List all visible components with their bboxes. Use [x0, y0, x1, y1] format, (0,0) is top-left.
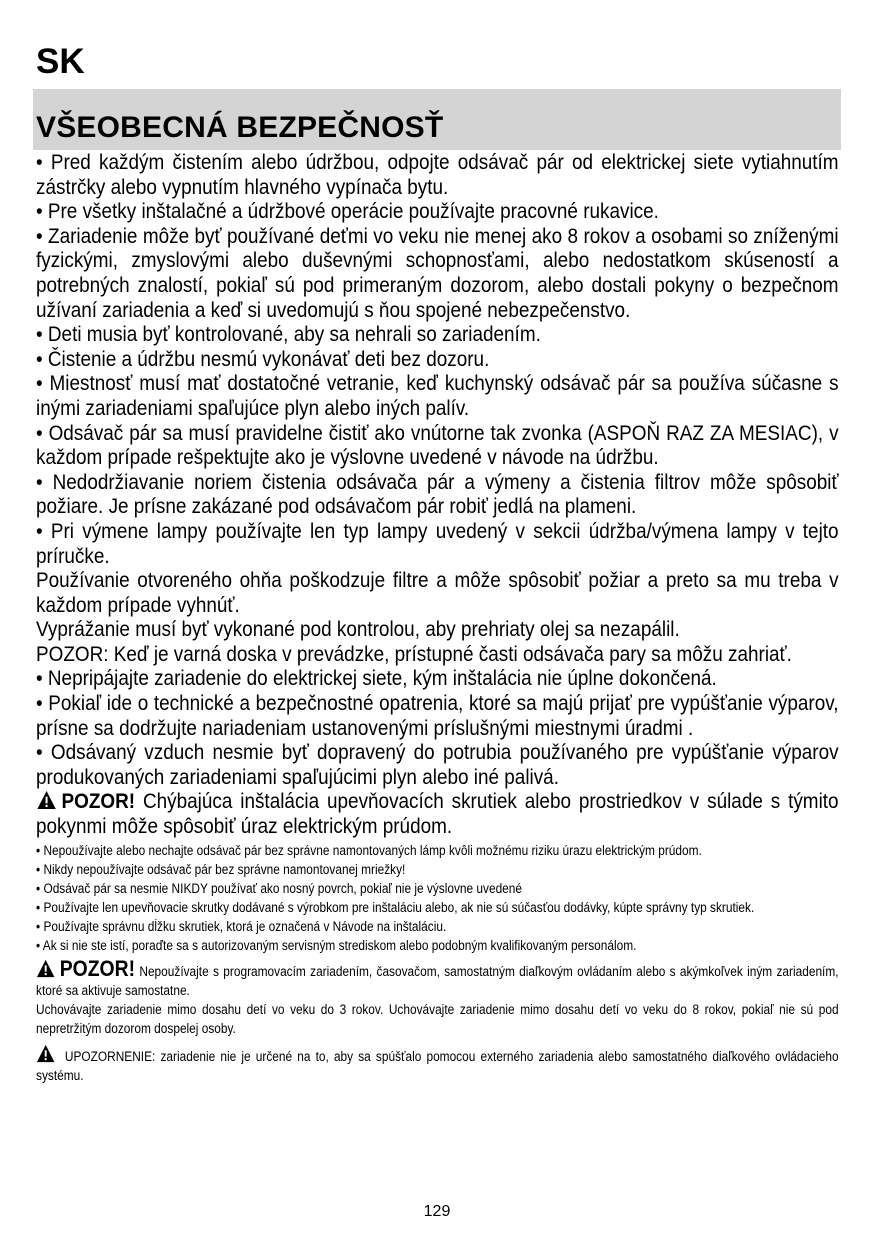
notice-text: UPOZORNENIE: zariadenie nie je určené na to, aby sa spúšťalo pomocou externého zariadenia alebo samostatného diaľkového ovládacieho systému.: [36, 1048, 839, 1083]
paragraph-children-supervision: • Deti musia byť kontrolované, aby sa nehrali so zariadením.: [36, 322, 541, 347]
paragraph-open-flame: Používanie otvoreného ohňa poškodzuje filtre a môže spôsobiť požiar a preto sa mu treba v každom prípade vyhnúť.: [36, 568, 839, 617]
notice-external-device: [36, 1044, 839, 1085]
small-paragraph-screw-length: • Používajte správnu dĺžku skrutiek, ktorá je označená v Návode na inštaláciu.: [36, 918, 447, 934]
warning-text: Chýbajúca inštalácia upevňovacích skrutiek alebo prostriedkov v súlade s týmito pokynmi môže spôsobiť úraz elektrickým prúdom.: [36, 789, 839, 839]
warning-triangle-icon: [36, 1044, 55, 1063]
paragraph-connection: • Nepripájajte zariadenie do elektrickej siete, kým inštalácia nie úplne dokončená.: [36, 666, 717, 691]
warning-screws: [36, 789, 839, 838]
paragraph-ventilation: • Miestnosť musí mať dostatočné vetranie, keď kuchynský odsávač pár sa používa súčasne s inými zariadeniami spaľujúce plyn alebo iných palív.: [36, 371, 839, 420]
page-number: 129: [423, 1203, 451, 1220]
small-paragraph-grille: • Nikdy nepoužívajte odsávač pár bez správne namontovanej mriežky!: [36, 861, 406, 877]
small-paragraph-screws: • Používajte len upevňovacie skrutky dodávané s výrobkom pre inštaláciu alebo, ak nie sú súčasťou dodávky, kúpte správny typ skrutiek.: [36, 899, 755, 915]
document-body: [36, 150, 839, 1085]
paragraph-fire-risk: • Nedodržiavanie noriem čistenia odsávača pár a výmeny a čistenia filtrov môže spôsobiť požiare. Je prísne zakázané pod odsávačom pár robiť jedlá na plameni.: [36, 469, 839, 519]
small-paragraph-service: • Ak si nie ste istí, poraďte sa s autorizovaným servisným strediskom alebo podobným kvalifikovaným personálom.: [36, 937, 637, 953]
paragraph-regulations: • Pokiaľ ide o technické a bezpečnostné opatrenia, ktoré sa majú prijať pre vypúšťanie výparov, prísne sa dodržujte nariadeniam ustanovenými príslušnými miestnymi úradmi .: [36, 691, 839, 740]
additional-instructions: [36, 841, 839, 1085]
warning-triangle-icon: [36, 959, 55, 978]
small-paragraph-surface: • Odsávač pár sa nesmie NIKDY používať ako nosný povrch, pokiaľ nie je výslovne uvedené: [36, 880, 523, 896]
paragraph-lamp: • Pri výmene lampy používajte len typ lampy uvedený v sekcii údržba/výmena lampy v tejto príručke.: [36, 518, 839, 568]
safety-instructions: [36, 150, 839, 839]
paragraph-children-persons: • Zariadenie môže byť používané deťmi vo veku nie menej ako 8 rokov a osobami so zníženými fyzickými, zmyslovými alebo duševnými schopnosťami, alebo nedostatkom skúseností a potrebných znalostí, pokiaľ sú pod primeraným dozorom, alebo dostali pokyny o bezpečnom užívaní zariadenia a keď si uvedomujú s ňou spojené nebezpečenstvo.: [36, 223, 839, 322]
section-title: VŠEOBECNÁ BEZPEČNOSŤ: [36, 111, 444, 144]
paragraph-frying: Vyprážanie musí byť vykonané pod kontrolou, aby prehriaty olej sa nezapálil.: [36, 617, 680, 642]
paragraph-hot-parts: POZOR: Keď je varná doska v prevádzke, prístupné časti odsávača pary sa môžu zahriať.: [36, 641, 792, 666]
paragraph-gloves: • Pre všetky inštalačné a údržbové operácie používajte pracovné rukavice.: [36, 199, 659, 224]
children-paragraph: Uchovávajte zariadenie mimo dosahu detí vo veku do 3 rokov. Uchovávajte zariadenie mimo dosahu detí vo veku do 8 rokov, pokiaľ nie sú pod nepretržitým dozorom dospelej osoby.: [36, 1001, 839, 1036]
language-code: SK: [36, 42, 85, 81]
warning-label: POZOR!: [59, 955, 136, 981]
paragraph-cleaning-children: • Čistenie a údržbu nesmú vykonávať deti bez dozoru.: [36, 346, 490, 371]
paragraph-disconnect: • Pred každým čistením alebo údržbou, odpojte odsávač pár od elektrickej siete vytiahnutím zástrčky alebo vypnutím hlavného vypínača bytu.: [36, 150, 839, 199]
warning-triangle-icon: [36, 790, 57, 810]
warning-label: POZOR!: [61, 789, 136, 814]
small-paragraph-lamps: • Nepoužívajte alebo nechajte odsávač pár bez správne namontovaných lámp kvôli možnému riziku úrazu elektrickým prúdom.: [36, 842, 702, 858]
paragraph-exhaust: • Odsávaný vzduch nesmie byť dopravený do potrubia používaného pre vypúšťanie výparov produkovaných zariadeniami spaľujúcimi plyn alebo iné palivá.: [36, 740, 839, 789]
warning-text: Nepoužívajte s programovacím zariadením, časovačom, samostatným diaľkovým ovládaním alebo s akýmkoľvek iným zariadením, ktoré sa aktivuje samostatne.: [36, 963, 839, 998]
paragraph-regular-cleaning: • Odsávač pár sa musí pravidelne čistiť ako vnútorne tak zvonka (ASPOŇ RAZ ZA MESIAC), v každom prípade rešpektujte ako je výslovne uvedené v návode na údržbu.: [36, 420, 839, 470]
warning-timer: [36, 955, 839, 1000]
